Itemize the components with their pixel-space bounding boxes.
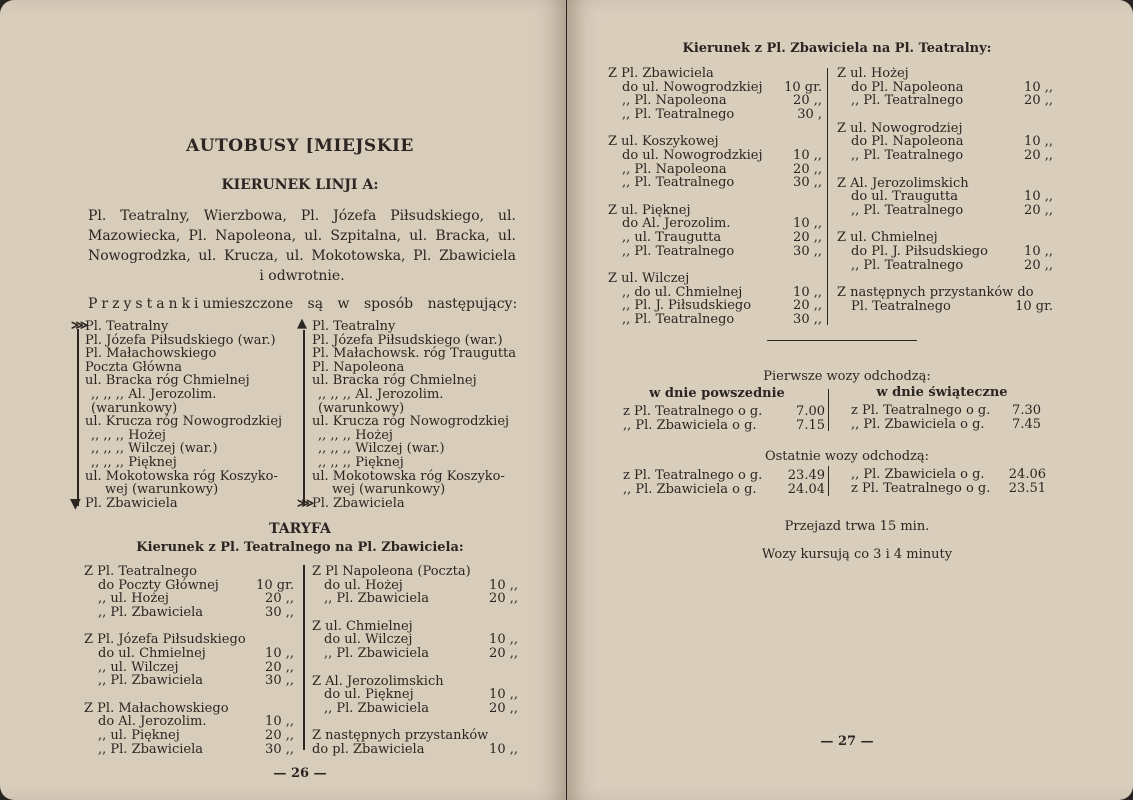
tariff-line bbox=[312, 579, 518, 593]
tariff-title: TARYFA bbox=[269, 521, 331, 537]
tariff-block bbox=[837, 177, 1053, 218]
schedule-divider bbox=[828, 389, 829, 431]
schedule-stop: z Pl. Teatralnego o g. bbox=[851, 480, 991, 496]
stop: ul. Bracka róg Chmielnej bbox=[85, 373, 250, 389]
tariff-line bbox=[608, 94, 822, 108]
tariff-stop: do Al. Jerozolim. bbox=[622, 216, 731, 232]
tariff-divider bbox=[303, 565, 305, 750]
tariff-line bbox=[837, 204, 1053, 218]
schedule-line bbox=[623, 419, 825, 433]
tariff-block bbox=[837, 231, 1053, 272]
tariff-line bbox=[837, 177, 1053, 191]
tariff-block bbox=[608, 204, 822, 258]
tariff-stop: do Pl. J. Piłsudskiego bbox=[851, 243, 988, 259]
route-line: Mazowiecka, Pl. Napoleona, ul. Szpitalna, ul. Bracka, ul. bbox=[88, 228, 516, 244]
tariff-line bbox=[837, 300, 1053, 314]
stop: ,, ,, ,, Pięknej bbox=[318, 454, 404, 470]
stops-up-list bbox=[312, 320, 528, 510]
tariff-line bbox=[837, 122, 1053, 136]
tariff-line bbox=[608, 231, 822, 245]
tariff-line bbox=[84, 729, 294, 743]
tariff-line bbox=[84, 743, 294, 757]
tariff-line bbox=[608, 313, 822, 327]
up-arrow-icon: ▲ bbox=[297, 316, 307, 331]
stop: ,, ,, ,, Hożej bbox=[91, 427, 166, 443]
tariff-line bbox=[312, 620, 518, 634]
tariff-block bbox=[312, 620, 518, 661]
schedule-stop: ,, Pl. Zbawiciela o g. bbox=[623, 417, 757, 433]
tariff-price: 10 ,, bbox=[1024, 243, 1053, 259]
tariff-stop: Z Pl. Małachowskiego bbox=[84, 700, 229, 716]
stop: ,, ,, ,, Wilczej (war.) bbox=[318, 441, 445, 457]
tariff-stop: ,, Pl. Zbawiciela bbox=[324, 700, 429, 716]
tariff-line bbox=[312, 592, 518, 606]
tariff-stop: do ul. Nowogrodzkiej bbox=[622, 147, 763, 163]
tariff-line bbox=[837, 135, 1053, 149]
stops-intro-rest: umieszczone są w sposób następujący: bbox=[202, 296, 518, 312]
stop: ul. Mokotowska róg Koszyko- bbox=[312, 468, 505, 484]
tariff-stop: do Poczty Głównej bbox=[98, 577, 219, 593]
tariff-price: 20 ,, bbox=[793, 229, 822, 245]
schedule-line bbox=[623, 469, 825, 483]
tariff-price: 10 ,, bbox=[1024, 79, 1053, 95]
tariff-price: 20 ,, bbox=[265, 727, 294, 743]
schedule-time: 7.00 bbox=[796, 404, 825, 419]
tariff-stop: ,, Pl. Napoleona bbox=[622, 93, 727, 109]
tariff-stop: ,, Pl. Teatralnego bbox=[851, 257, 964, 273]
tariff-stop: ,, do ul. Chmielnej bbox=[622, 284, 743, 300]
tariff-stop: ,, Pl. Zbawiciela bbox=[324, 645, 429, 661]
tariff-column-right bbox=[837, 67, 1053, 313]
tariff-price: 10 ,, bbox=[1024, 189, 1053, 205]
tariff-stop: do ul. Traugutta bbox=[851, 189, 958, 205]
tariff-line bbox=[84, 606, 294, 620]
tariff-stop: Z ul. Chmielnej bbox=[312, 618, 413, 634]
stop: ,, ,, ,, Hożej bbox=[318, 427, 393, 443]
schedule-line bbox=[623, 405, 825, 419]
stop: (warunkowy) bbox=[318, 400, 405, 416]
tariff-stop: ,, Pl. Zbawiciela bbox=[98, 741, 203, 757]
tariff-line bbox=[608, 163, 822, 177]
tariff-line bbox=[312, 647, 518, 661]
tariff-stop: ,, ul. Pięknej bbox=[98, 727, 180, 743]
weekdays-heading: w dnie powszednie bbox=[649, 386, 785, 401]
tariff-stop: do ul. Pięknej bbox=[324, 687, 414, 703]
tariff-price: 10 ,, bbox=[793, 284, 822, 300]
tariff-stop: Z ul. Hożej bbox=[837, 66, 909, 81]
tariff-stop: Z Pl Napoleona (Poczta) bbox=[312, 564, 471, 579]
tariff-price: 10 ,, bbox=[489, 687, 518, 703]
start-arrow-icon: ⋙ bbox=[71, 318, 89, 332]
stop: ul. Krucza róg Nowogrodzkiej bbox=[85, 414, 283, 430]
first-buses-heading: Pierwsze wozy odchodzą: bbox=[763, 369, 931, 384]
tariff-price: 30 ,, bbox=[793, 175, 822, 191]
tariff-price: 20 ,, bbox=[265, 659, 294, 675]
schedule-time: 7.30 bbox=[1012, 403, 1041, 418]
tariff-block bbox=[312, 675, 518, 716]
tariff-line bbox=[312, 743, 518, 757]
stop: Pl. Zbawiciela bbox=[312, 495, 405, 511]
schedule-stop: z Pl. Teatralnego o g. bbox=[623, 468, 763, 483]
stop: ,, ,, ,, Wilczej (war.) bbox=[91, 441, 218, 457]
tariff-price: 30 , bbox=[797, 106, 822, 122]
tariff-line bbox=[608, 217, 822, 231]
tariff-line bbox=[84, 715, 294, 729]
tariff-line bbox=[837, 245, 1053, 259]
page-title: AUTOBUSY [MIEJSKIE bbox=[186, 136, 414, 156]
tariff-price: 20 ,, bbox=[1024, 147, 1053, 163]
stop: ,, ,, ,, Al. Jerozolim. bbox=[318, 386, 444, 402]
tariff-price: 20 ,, bbox=[793, 298, 822, 314]
tariff-line bbox=[608, 286, 822, 300]
tariff-price: 10 ,, bbox=[1024, 134, 1053, 150]
tariff-price: 10 ,, bbox=[265, 645, 294, 661]
direction-line-up bbox=[303, 330, 305, 506]
tariff-price: 10 gr. bbox=[784, 79, 822, 95]
tariff-price: 30 ,, bbox=[793, 311, 822, 327]
tariff-price: 20 ,, bbox=[489, 645, 518, 661]
schedule-line bbox=[623, 483, 825, 497]
tariff-price: 10 gr. bbox=[256, 577, 294, 593]
schedule-stop: ,, Pl. Zbawiciela o g. bbox=[851, 416, 985, 432]
tariff-block bbox=[608, 67, 822, 121]
schedule-time: 7.45 bbox=[1012, 416, 1041, 432]
page-number: — 27 — bbox=[820, 734, 874, 749]
tariff-price: 30 ,, bbox=[265, 673, 294, 689]
page-27 bbox=[567, 0, 1133, 800]
stop: ul. Krucza róg Nowogrodzkiej bbox=[312, 414, 510, 430]
tariff-stop: ,, Pl. Zbawiciela bbox=[98, 604, 203, 620]
tariff-price: 10 ,, bbox=[489, 577, 518, 593]
tariff-line bbox=[837, 231, 1053, 245]
stop: Pl. Teatralny bbox=[85, 319, 169, 334]
tariff-line bbox=[84, 661, 294, 675]
tariff-block bbox=[608, 272, 822, 326]
tariff-line bbox=[84, 592, 294, 606]
stop: Pl. Teatralny bbox=[312, 319, 396, 334]
trip-time: Przejazd trwa 15 min. bbox=[784, 519, 930, 534]
schedule-stop: z Pl. Teatralnego o g. bbox=[623, 404, 763, 419]
stop: Pl. Małachowsk. róg Traugutta bbox=[312, 346, 517, 362]
tariff-stop: Z następnych przystanków bbox=[312, 728, 489, 744]
schedule-stop: z Pl. Teatralnego o g. bbox=[851, 403, 991, 418]
tariff-line bbox=[312, 633, 518, 647]
direction-line-down bbox=[77, 329, 79, 506]
tariff-block bbox=[837, 122, 1053, 163]
tariff-stop: do ul. Wilczej bbox=[324, 632, 413, 648]
tariff-line bbox=[608, 299, 822, 313]
tariff-line bbox=[608, 176, 822, 190]
frequency-note: Wozy kursują co 3 i 4 minuty bbox=[761, 547, 953, 562]
tariff-line bbox=[84, 702, 294, 716]
stops-intro-spaced: Przystanki bbox=[88, 296, 203, 312]
tariff-line bbox=[837, 286, 1053, 300]
tariff-stop: ,, Pl. Teatralnego bbox=[622, 311, 735, 327]
tariff-price: 10 ,, bbox=[793, 147, 822, 163]
stop: Poczta Główna bbox=[85, 359, 182, 375]
tariff-price: 20 ,, bbox=[793, 93, 822, 109]
tariff-block bbox=[608, 135, 822, 189]
tariff-price: 20 ,, bbox=[1024, 257, 1053, 273]
stop: ,, ,, ,, Pięknej bbox=[91, 454, 177, 470]
tariff-price: 20 ,, bbox=[1024, 93, 1053, 109]
stop: wej (warunkowy) bbox=[105, 482, 219, 498]
end-arrow-icon: ⋙ bbox=[297, 496, 315, 510]
tariff-block bbox=[84, 633, 294, 687]
tariff-block bbox=[312, 729, 518, 756]
route-line: i odwrotnie. bbox=[259, 268, 345, 284]
tariff-stop: Z Pl. Józefa Piłsudskiego bbox=[84, 632, 246, 648]
stop: Pl. Józefa Piłsudskiego (war.) bbox=[85, 332, 276, 348]
tariff-price: 20 ,, bbox=[793, 161, 822, 177]
tariff-stop: do Pl. Napoleona bbox=[851, 134, 964, 150]
tariff-block bbox=[312, 565, 518, 606]
tariff-line bbox=[837, 190, 1053, 204]
tariff-column-left bbox=[608, 67, 822, 327]
schedule-line bbox=[851, 468, 1046, 482]
stop: ,, ,, ,, Al. Jerozolim. bbox=[91, 386, 217, 402]
tariff-stop: ,, Pl. Teatralnego bbox=[622, 106, 735, 122]
tariff-price: 20 ,, bbox=[489, 591, 518, 607]
tariff-block bbox=[837, 286, 1053, 313]
schedule-stop: ,, Pl. Zbawiciela o g. bbox=[851, 467, 985, 482]
schedule-time: 24.04 bbox=[787, 481, 825, 497]
tariff-line bbox=[837, 94, 1053, 108]
tariff-stop: do ul. Chmielnej bbox=[98, 645, 206, 661]
stop: Pl. Małachowskiego bbox=[85, 346, 217, 362]
schedule-line bbox=[851, 404, 1041, 418]
tariff-block bbox=[84, 702, 294, 756]
first-weekday-list bbox=[623, 405, 825, 432]
tariff-line bbox=[84, 633, 294, 647]
stop: Pl. Zbawiciela bbox=[85, 495, 178, 511]
tariff-line bbox=[608, 149, 822, 163]
stops-intro bbox=[88, 297, 516, 312]
tariff-stop: ,, ul. Hożej bbox=[98, 591, 169, 607]
tariff-stop: ,, Pl. Teatralnego bbox=[622, 243, 735, 259]
tariff-line bbox=[608, 204, 822, 218]
tariff-stop: ,, Pl. Napoleona bbox=[622, 161, 727, 177]
tariff-line bbox=[608, 108, 822, 122]
stop: ul. Mokotowska róg Koszyko- bbox=[85, 468, 278, 484]
stop: Pl. Napoleona bbox=[312, 359, 405, 375]
tariff-line bbox=[312, 688, 518, 702]
route-text bbox=[88, 206, 516, 286]
tariff-line bbox=[608, 272, 822, 286]
tariff-price: 10 ,, bbox=[489, 741, 518, 757]
tariff-price: 30 ,, bbox=[265, 741, 294, 757]
tariff-stop: Z Pl. Zbawiciela bbox=[608, 66, 714, 81]
schedule-line bbox=[851, 482, 1046, 496]
tariff-stop: Z ul. Chmielnej bbox=[837, 230, 938, 246]
tariff-line bbox=[84, 579, 294, 593]
tariff-line bbox=[608, 81, 822, 95]
tariff-price: 20 ,, bbox=[1024, 202, 1053, 218]
tariff-stop: ,, ul. Wilczej bbox=[98, 659, 179, 675]
tariff-stop: ,, Pl. Teatralnego bbox=[851, 147, 964, 163]
tariff-line bbox=[312, 565, 518, 579]
tariff-price: 20 ,, bbox=[489, 700, 518, 716]
last-left-list bbox=[623, 469, 825, 496]
stop: ul. Bracka róg Chmielnej bbox=[312, 373, 477, 389]
schedule-time: 7.15 bbox=[796, 417, 825, 433]
tariff-line bbox=[608, 67, 822, 81]
tariff-stop: Z Al. Jerozolimskich bbox=[837, 175, 969, 191]
tariff-block bbox=[837, 67, 1053, 108]
tariff-line bbox=[608, 245, 822, 259]
down-arrow-icon: ▼ bbox=[70, 496, 81, 512]
tariff-stop: ,, Pl. Zbawiciela bbox=[324, 591, 429, 607]
tariff-line bbox=[837, 67, 1053, 81]
tariff-stop: Z następnych przystanków do bbox=[837, 285, 1034, 301]
tariff-heading: Kierunek z Pl. Teatralnego na Pl. Zbawiciela: bbox=[136, 540, 464, 555]
tariff-price: 20 ,, bbox=[265, 591, 294, 607]
tariff-line bbox=[84, 674, 294, 688]
last-right-list bbox=[851, 468, 1046, 495]
section-divider bbox=[767, 340, 917, 341]
page-26 bbox=[0, 0, 566, 800]
tariff-line bbox=[837, 259, 1053, 273]
tariff-stop: do pl. Zbawiciela bbox=[312, 741, 425, 757]
tariff-stop: Z ul. Koszykowej bbox=[608, 134, 719, 150]
tariff-line bbox=[837, 81, 1053, 95]
tariff-line bbox=[312, 675, 518, 689]
tariff-stop: ,, Pl. Zbawiciela bbox=[98, 673, 203, 689]
tariff-price: 10 ,, bbox=[793, 216, 822, 232]
route-line: Nowogrodzka, ul. Krucza, ul. Mokotowska, Pl. Zbawiciela bbox=[88, 248, 516, 264]
tariff-block bbox=[84, 565, 294, 619]
tariff-stop: Pl. Teatralnego bbox=[851, 298, 951, 314]
stop: Pl. Józefa Piłsudskiego (war.) bbox=[312, 332, 503, 348]
tariff-price: 10 ,, bbox=[265, 714, 294, 730]
tariff-price: 10 ,, bbox=[489, 632, 518, 648]
tariff-stop: do ul. Nowogrodzkiej bbox=[622, 79, 763, 95]
tariff-stop: do Pl. Napoleona bbox=[851, 79, 964, 95]
route-line: Pl. Teatralny, Wierzbowa, Pl. Józefa Piłsudskiego, ul. bbox=[88, 208, 516, 224]
line-heading: KIERUNEK LINJI A: bbox=[221, 177, 379, 193]
stops-down-list bbox=[85, 320, 299, 510]
tariff-divider bbox=[827, 68, 828, 325]
last-buses-heading: Ostatnie wozy odchodzą: bbox=[764, 449, 930, 464]
first-holiday-list bbox=[851, 404, 1041, 431]
tariff-stop: ,, Pl. J. Piłsudskiego bbox=[622, 298, 752, 314]
schedule-stop: ,, Pl. Zbawiciela o g. bbox=[623, 481, 757, 497]
tariff-column-right bbox=[312, 565, 518, 757]
stop: wej (warunkowy) bbox=[332, 482, 446, 498]
tariff-line bbox=[837, 149, 1053, 163]
stop: (warunkowy) bbox=[91, 400, 178, 416]
tariff-line bbox=[312, 729, 518, 743]
tariff-column-left bbox=[84, 565, 294, 756]
holidays-heading: w dnie świąteczne bbox=[876, 385, 1008, 400]
tariff-stop: ,, Pl. Teatralnego bbox=[851, 93, 964, 109]
tariff-stop: Z ul. Nowogrodziej bbox=[837, 120, 963, 136]
tariff-line bbox=[84, 565, 294, 579]
tariff-stop: Z Al. Jerozolimskich bbox=[312, 673, 444, 689]
schedule-line bbox=[851, 418, 1041, 432]
tariff-line bbox=[312, 702, 518, 716]
schedule-time: 24.06 bbox=[1008, 467, 1046, 482]
tariff-stop: do Al. Jerozolim. bbox=[98, 714, 207, 730]
tariff-stop: ,, Pl. Teatralnego bbox=[851, 202, 964, 218]
tariff-stop: ,, Pl. Teatralnego bbox=[622, 175, 735, 191]
tariff-price: 10 gr. bbox=[1015, 298, 1053, 314]
tariff-stop: Z ul. Wilczej bbox=[608, 271, 690, 287]
tariff-line bbox=[608, 135, 822, 149]
schedule-divider bbox=[828, 466, 829, 496]
tariff-stop: ,, ul. Traugutta bbox=[622, 229, 722, 245]
tariff-stop: Z ul. Pięknej bbox=[608, 202, 691, 218]
tariff-stop: do ul. Hożej bbox=[324, 577, 403, 593]
tariff-stop: Z Pl. Teatralnego bbox=[84, 564, 198, 579]
tariff-price: 30 ,, bbox=[265, 604, 294, 620]
page-number: — 26 — bbox=[273, 766, 327, 781]
tariff-heading: Kierunek z Pl. Zbawiciela na Pl. Teatralny: bbox=[682, 41, 992, 56]
tariff-line bbox=[84, 647, 294, 661]
schedule-time: 23.51 bbox=[1008, 480, 1046, 496]
schedule-time: 23.49 bbox=[787, 468, 825, 483]
tariff-price: 30 ,, bbox=[793, 243, 822, 259]
